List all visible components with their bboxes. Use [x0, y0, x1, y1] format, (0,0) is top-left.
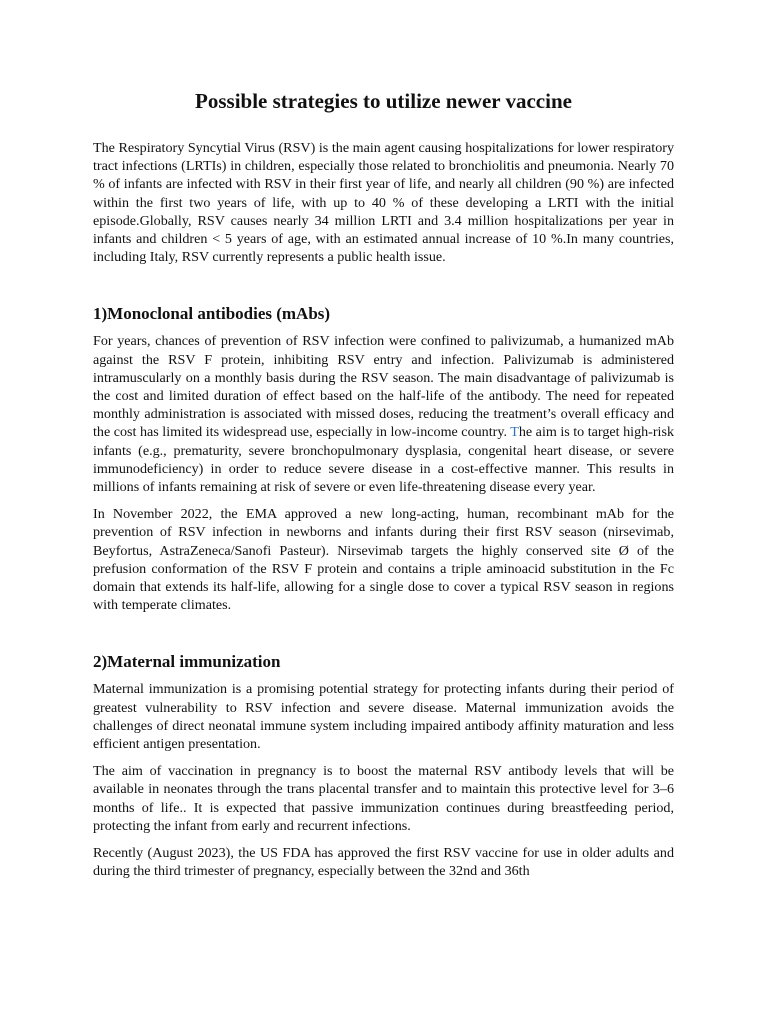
- paragraph-text: he aim is to target high-risk infants (e.g., prematurity, severe bronchopulmonary dysplasia, congenital heart disease, or severe immunodeficiency) in order to reduce severe disease in a cost-effective manner. This results in millions of infants remaining at risk of severe or even life-threatening disease every year.: [93, 424, 674, 496]
- intro-paragraph: The Respiratory Syncytial Virus (RSV) is the main agent causing hospitalizations for lower respiratory tract infections (LRTIs) in children, especially those related to bronchiolitis and pneumonia. Nearly 70 % of infants are infected with RSV in their first year of life, and nearly all children (90 %) are infected within the first two years of life, with up to 40 % of these developing a LRTI with the initial episode.Globally, RSV causes nearly 34 million LRTI and 3.4 million hospitalizations per year in infants and children < 5 years of age, with an estimated annual increase of 10 %.In many countries, including Italy, RSV currently represents a public health issue.: [93, 140, 674, 266]
- paragraph-vaccination-pregnancy: The aim of vaccination in pregnancy is to boost the maternal RSV antibody levels that will be available in neonates through the trans placental transfer and to maintain this protective level for 3–6 months of life.. It is expected that passive immunization continues during breastfeeding period, protecting the infant from early and recurrent infections.: [93, 763, 674, 834]
- section-heading-maternal-immunization: 2)Maternal immunization: [93, 652, 281, 672]
- document-page: [93, 0, 674, 881]
- paragraph-maternal-intro: Maternal immunization is a promising potential strategy for protecting infants during their period of greatest vulnerability to RSV infection and severe disease. Maternal immunization avoids the challenges of direct neonatal immune system including impaired antibody affinity maturation and less efficient antigen presentation.: [93, 681, 674, 753]
- section-heading-monoclonal-antibodies: 1)Monoclonal antibodies (mAbs): [93, 304, 331, 324]
- highlighted-letter: T: [510, 424, 519, 441]
- paragraph-fda-approval: Recently (August 2023), the US FDA has approved the first RSV vaccine for use in older adults and during the third trimester of pregnancy, especially between the 32nd and 36th: [93, 845, 674, 880]
- paragraph-text: For years, chances of prevention of RSV infection were confined to palivizumab, a humanized mAb against the RSV F protein, inhibiting RSV entry and infection. Palivizumab is administered intramuscularly on a monthly basis during the RSV season. The main disadvantage of palivizumab is the cost and limited duration of effect based on the half-life of the antibody. The need for repeated monthly administration is associated with missed doses, reducing the treatment’s overall efficacy and the cost has limited its widespread use, especially in low-income country.: [93, 333, 674, 441]
- paragraph-palivizumab: [93, 332, 674, 496]
- page-title: Possible strategies to utilize newer vaccine: [195, 89, 572, 113]
- paragraph-nirsevimab: In November 2022, the EMA approved a new long-acting, human, recombinant mAb for the prevention of RSV infection in newborns and infants during their first RSV season (nirsevimab, Beyfortus, AstraZeneca/Sanofi Pasteur). Nirsevimab targets the highly conserved site Ø of the prefusion conformation of the RSV F protein and contains a triple aminoacid substitution in the Fc domain that extends its half-life, allowing for a single dose to cover a typical RSV season in regions with temperate climates.: [93, 506, 674, 614]
